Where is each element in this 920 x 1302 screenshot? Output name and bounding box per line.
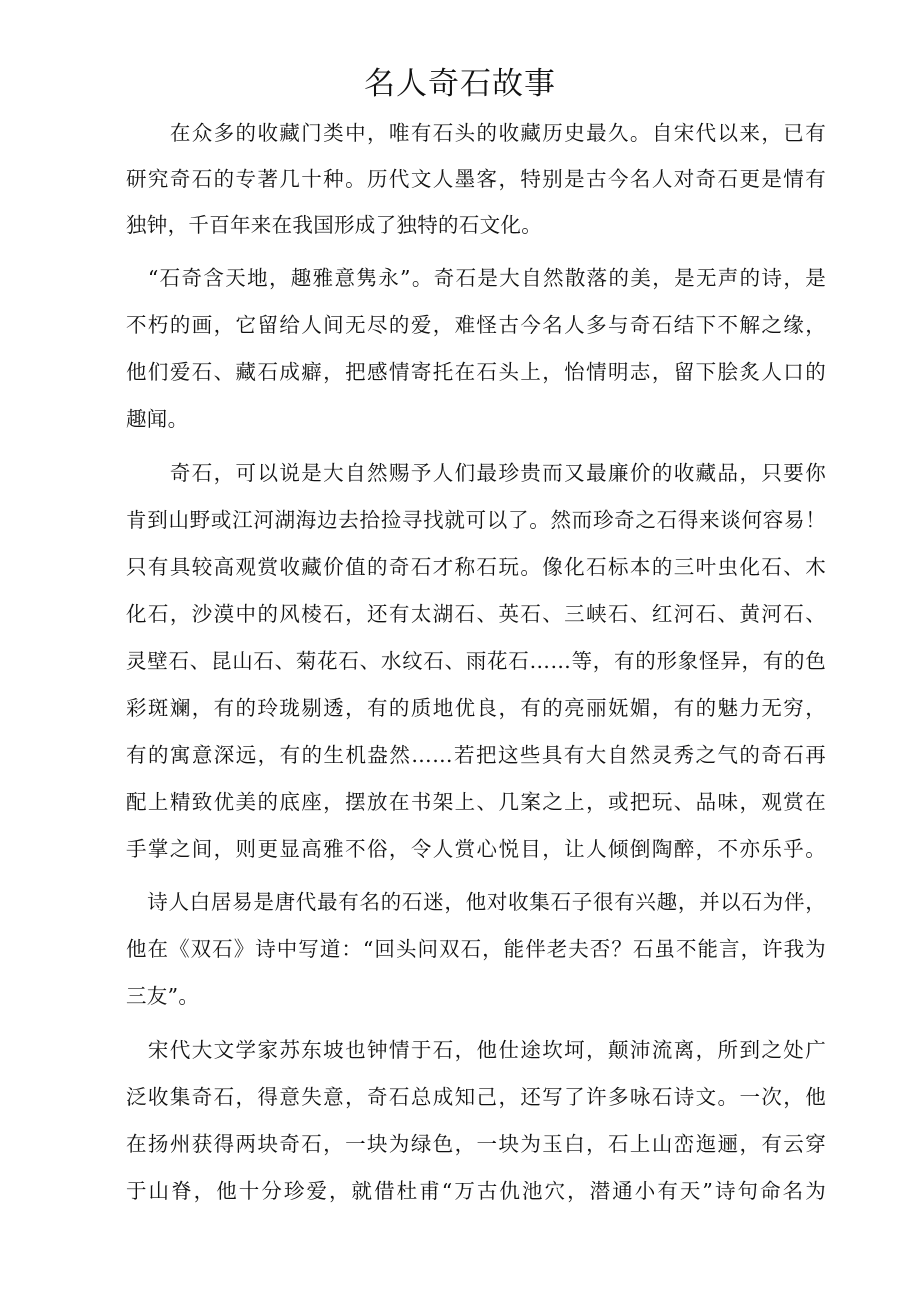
paragraph-5-line-4: 于山脊，他十分珍爱，就借杜甫“万古仇池穴，潜通小有天”诗句命名为 <box>126 1179 826 1203</box>
paragraph-1-line-3: 独钟，千百年来在我国形成了独特的石文化。 <box>126 213 542 237</box>
paragraph-3-line-6: 彩斑斓，有的玲珑剔透，有的质地优良，有的亮丽妩媚，有的魅力无穷， <box>126 696 826 720</box>
paragraph-5-line-1: 宋代大文学家苏东坡也钟情于石，他仕途坎坷，颠沛流离，所到之处广 <box>126 1038 826 1062</box>
paragraph-3-line-4: 化石，沙漠中的风棱石，还有太湖石、英石、三峡石、红河石、黄河石、 <box>126 602 826 626</box>
document-title: 名人奇石故事 <box>364 66 556 102</box>
paragraph-2-line-1: “石奇含天地，趣雅意隽永”。奇石是大自然散落的美，是无声的诗，是 <box>126 266 826 290</box>
paragraph-1-line-1: 在众多的收藏门类中，唯有石头的收藏历史最久。自宋代以来，已有 <box>126 121 826 145</box>
paragraph-3-line-9: 手掌之间，则更显高雅不俗，令人赏心悦目，让人倾倒陶醉，不亦乐乎。 <box>126 837 826 861</box>
paragraph-2-line-2: 不朽的画，它留给人间无尽的爱，难怪古今名人多与奇石结下不解之缘， <box>126 313 826 337</box>
paragraph-4-line-2: 他在《双石》诗中写道：“回头问双石，能伴老夫否？石虽不能言，许我为 <box>126 937 826 961</box>
paragraph-4-line-3: 三友”。 <box>126 984 200 1008</box>
paragraph-2-line-4: 趣闻。 <box>126 407 189 431</box>
paragraph-5-line-3: 在扬州获得两块奇石，一块为绿色，一块为玉白，石上山峦迤逦，有云穿 <box>126 1132 826 1156</box>
paragraph-3-line-8: 配上精致优美的底座，摆放在书架上、几案之上，或把玩、品味，观赏在 <box>126 790 826 814</box>
paragraph-3-line-5: 灵壁石、昆山石、菊花石、水纹石、雨花石……等，有的形象怪异，有的色 <box>126 649 826 673</box>
paragraph-2-line-3: 他们爱石、藏石成癖，把感情寄托在石头上，怡情明志，留下脍炙人口的 <box>126 360 826 384</box>
paragraph-3-line-7: 有的寓意深远，有的生机盎然……若把这些具有大自然灵秀之气的奇石再 <box>126 743 826 767</box>
paragraph-1-line-2: 研究奇石的专著几十种。历代文人墨客，特别是古今名人对奇石更是情有 <box>126 167 826 191</box>
paragraph-3-line-2: 肯到山野或江河湖海边去拾捡寻找就可以了。然而珍奇之石得来谈何容易！ <box>126 508 826 532</box>
paragraph-3-line-3: 只有具较高观赏收藏价值的奇石才称石玩。像化石标本的三叶虫化石、木 <box>126 555 826 579</box>
paragraph-4-line-1: 诗人白居易是唐代最有名的石迷，他对收集石子很有兴趣，并以石为伴， <box>126 890 826 914</box>
paragraph-3-line-1: 奇石，可以说是大自然赐予人们最珍贵而又最廉价的收藏品，只要你 <box>126 461 826 485</box>
paragraph-5-line-2: 泛收集奇石，得意失意，奇石总成知己，还写了许多咏石诗文。一次，他 <box>126 1085 826 1109</box>
